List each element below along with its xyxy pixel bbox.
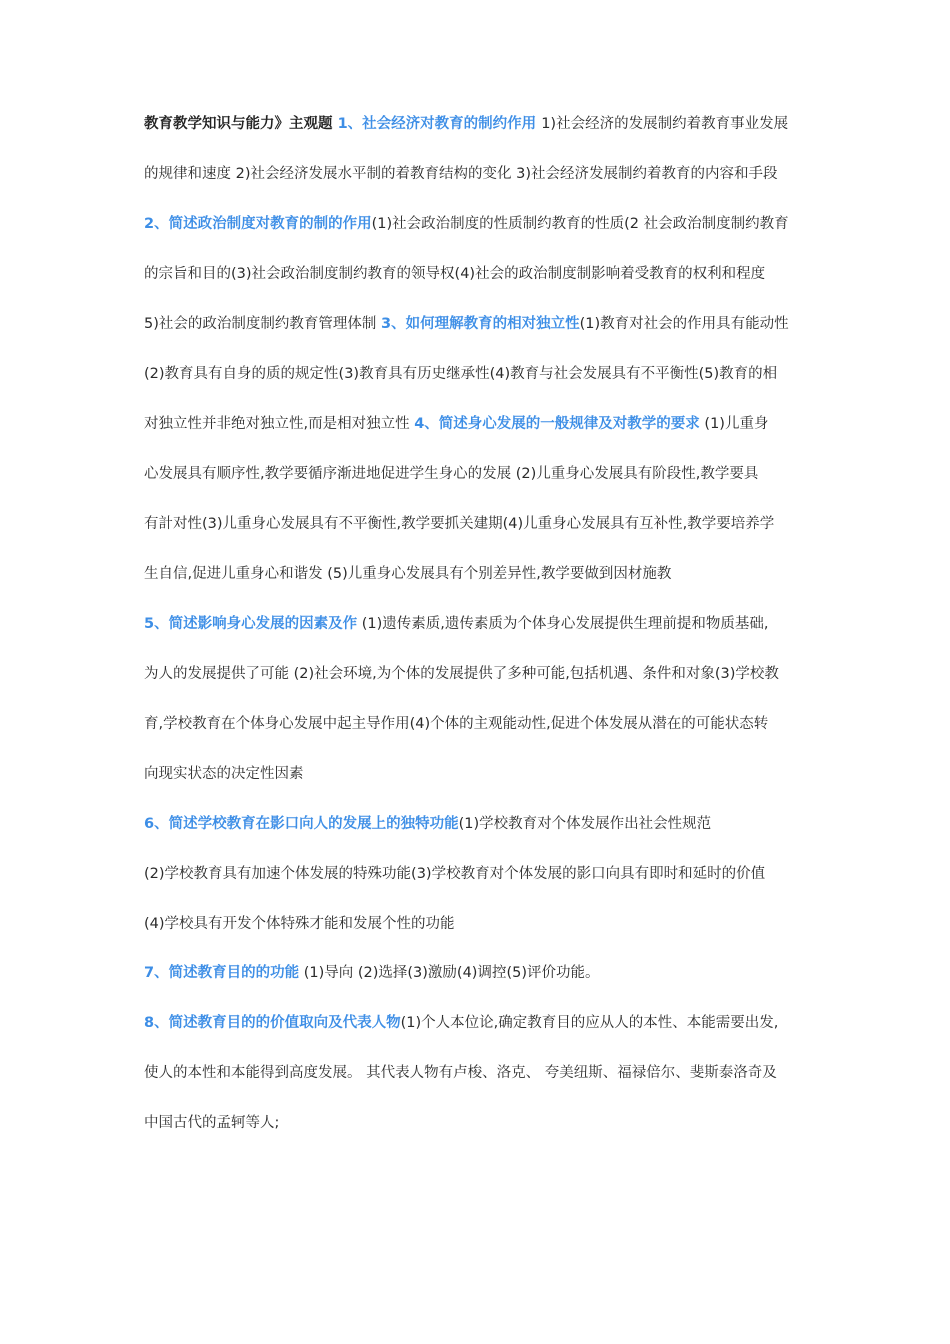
question-heading: 2、简述政治制度对教育的制的作用 [144, 216, 372, 232]
text-line [144, 314, 824, 334]
answer-text: (1)个人本位论,确定教育目的应从人的本性、本能需要出发, [400, 1015, 779, 1031]
answer-text: 的规律和速度 2)社会经济发展水平制的着教育结构的变化 3)社会经济发展制约着教育的内容和手段 [144, 166, 778, 182]
text-line [144, 464, 824, 484]
answer-text: (1)导向 (2)选择(3)激励(4)调控(5)评价功能。 [299, 965, 600, 981]
text-line [144, 864, 824, 884]
question-heading: 3、如何理解教育的相对独立性 [381, 316, 580, 332]
text-line [144, 914, 824, 934]
text-line [144, 1113, 824, 1133]
answer-text: 向现实状态的决定性因素 [144, 766, 304, 782]
question-heading: 1、社会经济对教育的制约作用 [337, 116, 542, 132]
text-line [144, 664, 824, 684]
text-line [144, 164, 824, 184]
answer-text: 有計对性(3)儿重身心发展具有不平衡性,教学要抓关建期(4)儿重身心发展具有互补性,教学要培养学 [144, 516, 775, 532]
text-line [144, 764, 824, 784]
text-line [144, 514, 824, 534]
doc-title: 教育教学知识与能力》主观题 [144, 116, 338, 132]
answer-text: (1)学校教育对个体发展作出社会性规范 [458, 816, 712, 832]
question-heading: 8、简述教育目的的价值取向及代表人物 [144, 1015, 401, 1031]
question-heading: 5、简述影响身心发展的因素及作 [144, 616, 358, 632]
question-heading: 6、简述学校教育在影口向人的发展上的独特功能 [144, 816, 459, 832]
question-heading: 7、简述教育目的的功能 [144, 965, 300, 981]
text-line [144, 1063, 824, 1083]
answer-text: (2)教育具有自身的质的规定性(3)教育具有历史继承性(4)教育与社会发展具有不平衡性(5)教育的相 [144, 366, 778, 382]
answer-text: 的宗旨和目的(3)社会政治制度制约教育的领导权(4)社会的政治制度制影响着受教育的权利和程度 [144, 266, 766, 282]
answer-text: 对独立性并非绝对独立性,而是相对独立性 [144, 416, 415, 432]
text-line [144, 963, 824, 983]
text-line [144, 264, 824, 284]
answer-text: 使人的本性和本能得到高度发展。 其代表人物有卢梭、洛克、 夸美纽斯、福禄倍尔、斐斯泰洛奇及 [144, 1065, 777, 1081]
answer-text: 5)社会的政治制度制约教育管理体制 [144, 316, 381, 332]
text-line [144, 1013, 824, 1033]
answer-text: (2)学校教育具有加速个体发展的特殊功能(3)学校教育对个体发展的影口向具有即时和延时的价值 [144, 866, 766, 882]
text-line [144, 564, 824, 584]
text-line [144, 214, 824, 234]
answer-text: 1)社会经济的发展制约着教育事业发展 [541, 116, 789, 132]
answer-text: 育,学校教育在个体身心发展中起主导作用(4)个体的主观能动性,促进个体发展从潜在的可能状态转 [144, 716, 769, 732]
answer-text: (1)社会政治制度的性质制约教育的性质(2 社会政治制度制约教育 [371, 216, 789, 232]
answer-text: 心发展具有顺序性,教学要循序渐进地促进学生身心的发展 (2)儿重身心发展具有阶段性,教学要具 [144, 466, 759, 482]
question-heading: 4、简述身心发展的一般规律及对教学的要求 [414, 416, 700, 432]
text-line [144, 814, 824, 834]
text-line [144, 614, 824, 634]
answer-text: (1)儿重身 [699, 416, 769, 432]
text-line [144, 714, 824, 734]
answer-text: 生自信,促进儿重身心和谐发 (5)儿重身心发展具有个别差异性,教学要做到因材施教 [144, 566, 672, 582]
answer-text: (4)学校具有开发个体特殊才能和发展个性的功能 [144, 916, 455, 932]
text-line [144, 414, 824, 434]
text-line [144, 364, 824, 384]
answer-text: 中国古代的孟轲等人; [144, 1115, 280, 1131]
text-line [144, 114, 824, 134]
answer-text: 为人的发展提供了可能 (2)社会环境,为个体的发展提供了多种可能,包括机遇、条件和对象(3)学校教 [144, 666, 779, 682]
answer-text: (1)遗传素质,遗传素质为个体身心发展提供生理前提和物质基础, [357, 616, 769, 632]
answer-text: (1)教育对社会的作用具有能动性 [579, 316, 789, 332]
